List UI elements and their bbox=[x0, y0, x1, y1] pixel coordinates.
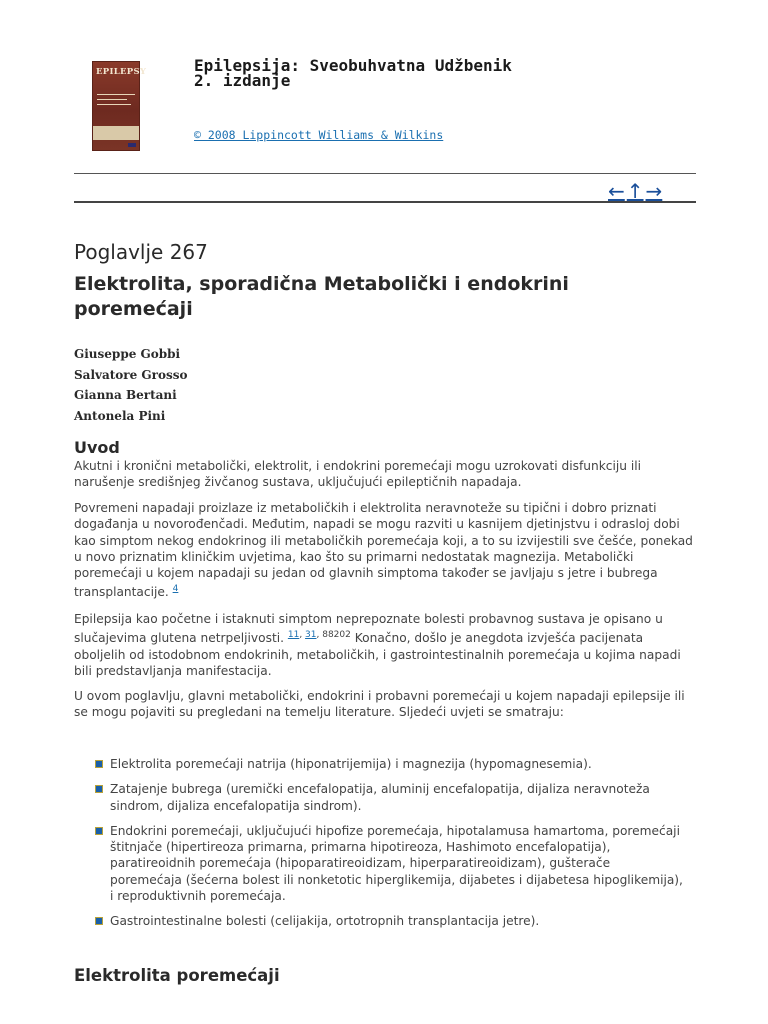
header-divider bbox=[74, 173, 696, 174]
paragraph-text: Konačno, došlo je anegdota izvješća pacijenata oboljelih od istodobnom endokrinih, metaboličkih, i gastrointestinalnih poremećaja u kojima napadi bili predstavljanja manifestacija. bbox=[74, 631, 681, 678]
author-name: Antonela Pini bbox=[74, 409, 166, 424]
book-title bbox=[194, 58, 614, 88]
paragraph-text: Epilepsija kao početne i istaknuti simptom neprepoznate bolesti probavnog sustava je opisano u slučajevima glutena netrpeljivosti. bbox=[74, 612, 663, 646]
copyright-link[interactable]: © 2008 Lippincott Williams & Wilkins bbox=[194, 128, 444, 142]
chapter-number: Poglavlje 267 bbox=[74, 240, 208, 264]
section-heading-electrolytes: Elektrolita poremećaji bbox=[74, 966, 280, 985]
publisher-logo bbox=[128, 143, 136, 147]
reference-link[interactable]: 31 bbox=[305, 630, 317, 641]
page-navigation bbox=[608, 181, 662, 203]
list-item-text: Elektrolita poremećaji natrija (hiponatrijemija) i magnezija (hypomagnesemia). bbox=[110, 757, 592, 771]
list-item bbox=[94, 913, 684, 929]
bullet-icon bbox=[95, 785, 103, 793]
chapter-title: Elektrolita, sporadična Metabolički i endokrini poremećaji bbox=[74, 273, 569, 320]
paragraph-text: Povremeni napadaji proizlaze iz metaboličkih i elektrolita neravnoteže su tipični i dobro priznati događanja u novorođenčadi. Međutim, napadi se mogu razviti u kasnijem djetinjstvu i odrasloj dobi kao simptom nekog endokrinog ili metaboličkih poremećaja koji, a to su izvijestili sve češće, ponekad u novo priznatim kliničkim uvjetima, kao što su primarni nedostatak magnezija. Metabolički poremećaji u kojem napadaji su jedan od glavnih simptoma također se javljaju s jetre i bubrega transplantacije. bbox=[74, 501, 693, 600]
book-cover-title: EPILEPSY bbox=[96, 67, 147, 77]
list-item bbox=[94, 756, 684, 772]
cover-strip bbox=[93, 126, 139, 140]
paragraph bbox=[74, 500, 694, 601]
bullet-icon bbox=[95, 827, 103, 835]
cover-decoration bbox=[97, 94, 135, 95]
list-item-text: Zatajenje bubrega (uremički encefalopatija, aluminij encefalopatija, dijaliza neravnoteža sindrom, dijaliza encefalopatija sindrom). bbox=[110, 782, 650, 813]
book-title-line1: Epilepsija: Sveobuhvatna Udžbenik bbox=[194, 56, 512, 75]
conditions-list bbox=[94, 756, 684, 939]
bullet-icon bbox=[95, 760, 103, 768]
list-item bbox=[94, 823, 684, 904]
author-name: Salvatore Grosso bbox=[74, 367, 188, 382]
list-item-text: Endokrini poremećaji, uključujući hipofize poremećaja, hipotalamusa hamartoma, poremećaji štitnjače (hipertireoza primarna, primarna hipotireoza, Hashimoto encefalopatija), paratireoidnih poremećaja (hipoparatireoidizam, hiperparatireoidizam), gušterače poremećaja (šećerna bolest ili nonketotic hiperglikemija, dijabetes i dijabetesa hipoglikemija), i reproduktivnih poremećaja. bbox=[110, 823, 683, 904]
next-page-arrow-icon[interactable]: → bbox=[645, 179, 663, 203]
author-name: Gianna Bertani bbox=[74, 388, 177, 403]
paragraph: Epilepsija kao početne i istaknuti simptom neprepoznate bolesti probavnog sustava je opisano u slučajevima glutena netrpeljivosti. $^{11,}$ $^{31,}$ $^{88202}$ Konačno, došlo je anegdota izvješća pacijenata oboljelih od istodobnom endokrinih, metaboličkih, i gastrointestinalnih poremećaja u kojima napadi bili predstavljanja manifestacija. bbox=[74, 612, 681, 678]
nav-divider bbox=[74, 201, 696, 203]
reference-link[interactable]: 4 bbox=[172, 584, 179, 595]
book-title-line2: 2. izdanje bbox=[194, 71, 291, 90]
reference-number: 88202 bbox=[322, 630, 351, 641]
author-list bbox=[74, 346, 188, 429]
list-item bbox=[94, 781, 684, 814]
list-item-text: Gastrointestinalne bolesti (celijakija, ortotropnih transplantacija jetre). bbox=[110, 914, 540, 929]
cover-decoration bbox=[97, 99, 127, 100]
bullet-icon bbox=[95, 917, 103, 925]
section-heading-intro: Uvod bbox=[74, 438, 120, 457]
paragraph: U ovom poglavlju, glavni metabolički, endokrini i probavni poremećaji u kojem napadaji epilepsije ili se mogu pojaviti su pregledani na temelju literature. Sljedeći uvjeti se smatraju: bbox=[74, 689, 685, 720]
book-cover-image bbox=[92, 61, 147, 151]
author-name: Giuseppe Gobbi bbox=[74, 347, 181, 361]
reference-link[interactable]: 11 bbox=[287, 630, 300, 641]
up-arrow-icon[interactable]: ↑ bbox=[626, 179, 644, 203]
previous-page-arrow-icon[interactable]: ← bbox=[608, 179, 625, 203]
cover-decoration bbox=[97, 104, 131, 105]
paragraph: Akutni i kronični metabolički, elektrolit, i endokrini poremećaji mogu uzrokovati disfunkciju ili narušenje središnjeg živčanog sustava, uključujući epileptičnih napadaja. bbox=[74, 459, 642, 490]
